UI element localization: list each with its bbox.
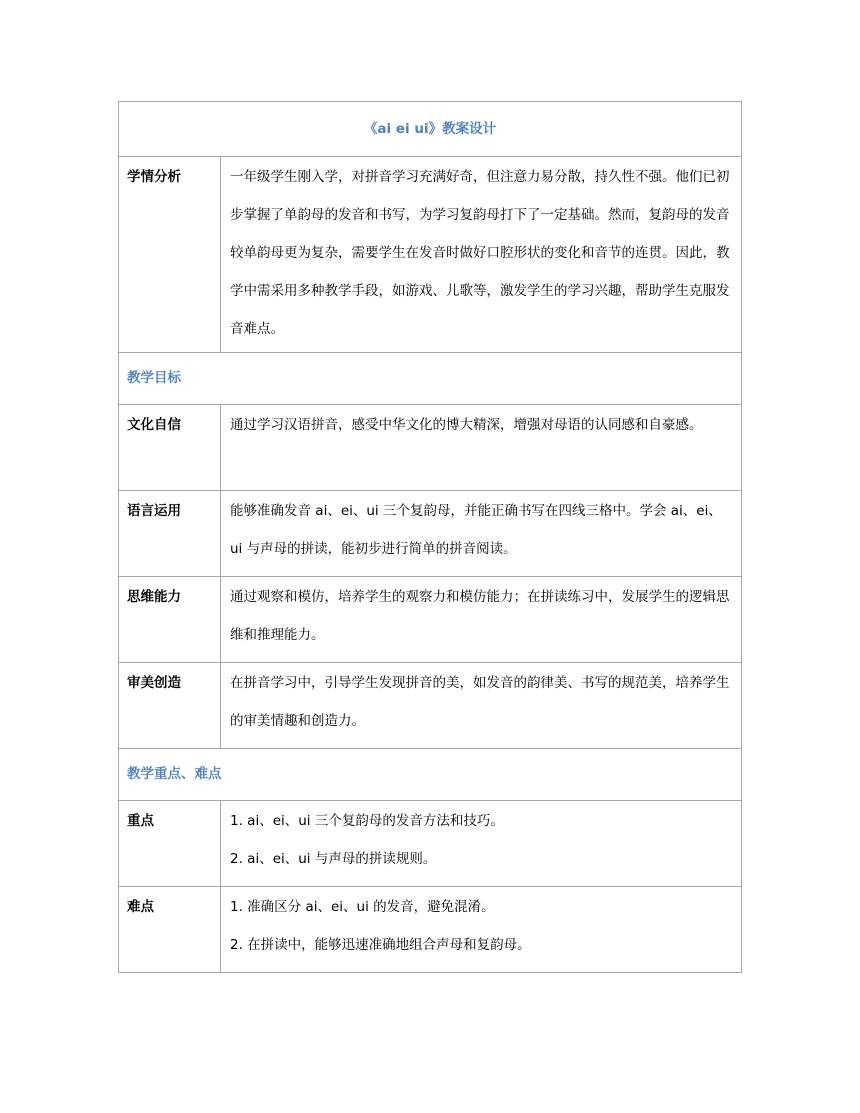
- goal-text-thinking: 通过观察和模仿，培养学生的观察力和模仿能力；在拼读练习中，发展学生的逻辑思维和推理能力。: [221, 577, 742, 663]
- key-points-label: 重点: [119, 801, 221, 887]
- difficult-point-item: 2. 在拼读中，能够迅速准确地组合声母和复韵母。: [230, 937, 531, 953]
- key-points-content: [221, 801, 742, 887]
- goals-section-heading: 教学目标: [119, 353, 742, 405]
- goal-label-culture: 文化自信: [119, 405, 221, 491]
- goal-text-culture: 通过学习汉语拼音，感受中华文化的博大精深，增强对母语的认同感和自豪感。: [221, 405, 742, 491]
- analysis-text: 一年级学生刚入学，对拼音学习充满好奇，但注意力易分散，持久性不强。他们已初步掌握了单韵母的发音和书写，为学习复韵母打下了一定基础。然而，复韵母的发音较单韵母更为复杂，需要学生在发音时做好口腔形状的变化和音节的连贯。因此，教学中需采用多种教学手段，如游戏、儿歌等，激发学生的学习兴趣，帮助学生克服发音难点。: [221, 157, 742, 353]
- key-point-item: 2. ai、ei、ui 与声母的拼读规则。: [230, 851, 437, 867]
- goal-text-language: 能够准确发音 ai、ei、ui 三个复韵母，并能正确书写在四线三格中。学会 ai、ei、ui 与声母的拼读，能初步进行简单的拼音阅读。: [221, 491, 742, 577]
- section-row-goals: [119, 353, 742, 405]
- difficult-point-item: 1. 准确区分 ai、ei、ui 的发音，避免混淆。: [230, 899, 495, 915]
- table-row-thinking: [119, 577, 742, 663]
- difficult-points-label: 难点: [119, 887, 221, 973]
- table-row-difficult-points: [119, 887, 742, 973]
- analysis-label: 学情分析: [119, 157, 221, 353]
- lesson-plan-table: [118, 101, 742, 973]
- table-row-aesthetic: [119, 663, 742, 749]
- document-title: 《ai ei ui》教案设计: [119, 102, 742, 157]
- table-row-culture: [119, 405, 742, 491]
- difficult-points-content: [221, 887, 742, 973]
- table-row-language: [119, 491, 742, 577]
- goal-text-aesthetic: 在拼音学习中，引导学生发现拼音的美，如发音的韵律美、书写的规范美，培养学生的审美情趣和创造力。: [221, 663, 742, 749]
- table-row-key-points: [119, 801, 742, 887]
- title-row: [119, 102, 742, 157]
- focus-section-heading: 教学重点、难点: [119, 749, 742, 801]
- goal-label-language: 语言运用: [119, 491, 221, 577]
- section-row-focus: [119, 749, 742, 801]
- table-row-analysis: [119, 157, 742, 353]
- goal-label-thinking: 思维能力: [119, 577, 221, 663]
- goal-label-aesthetic: 审美创造: [119, 663, 221, 749]
- key-point-item: 1. ai、ei、ui 三个复韵母的发音方法和技巧。: [230, 813, 504, 829]
